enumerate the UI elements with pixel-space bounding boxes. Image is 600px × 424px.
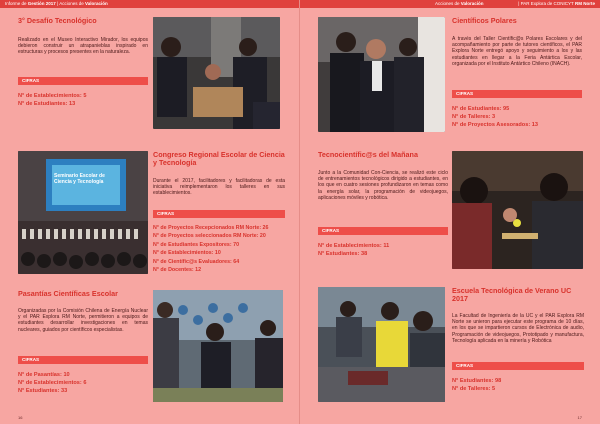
congreso-title: Congreso Regional Escolar de Ciencia y Tecnología xyxy=(153,150,285,167)
manana-body: Junto a la Comunidad Con-Ciencia, se realizó este ciclo de entrenamientos tecnológicos dirigido a estudiantes, en los que en cuatro sesiones profundizaron en temas como la energía solar, la programación de videojuegos, aplicaciones móviles y robótica. xyxy=(318,170,448,201)
polares-cifras-bar xyxy=(452,90,582,98)
desafio-title: 3° Desafío Tecnológico xyxy=(18,16,97,25)
header-separator: | xyxy=(518,1,520,6)
manana-photo xyxy=(452,151,583,269)
cifras-label: CIFRAS xyxy=(456,91,474,96)
polares-body: A través del Taller Científic@s Polares Escolares y del acompañamiento por parte de tutores científicos, el PAR Explora Norte entregó apoyo y seguimiento a los y las estudiantes en llegar a la Feria Antártica Escolar, organizada por el Instituto Antártico Chileno (INACH). xyxy=(452,36,582,67)
cifras-label: CIFRAS xyxy=(322,228,340,233)
manana-stats xyxy=(318,242,448,258)
pasantias-body: Organizadas por la Comisión Chilena de Energía Nuclear y el PAR Explora RM Norte, permitieron a equipos de estudiantes desarrollar investigaciones en temas nucleares, guiados por científicos especialistas. xyxy=(18,308,148,333)
page-number-right: 17 xyxy=(577,415,582,420)
header-group xyxy=(435,0,484,8)
polares-stats xyxy=(452,105,582,130)
screen-text: Seminario Escolar de Ciencia y Tecnología xyxy=(54,173,105,185)
verano-stats xyxy=(452,377,584,393)
cifras-label: CIFRAS xyxy=(22,357,40,362)
congreso-body: Durante el 2017, facilitadores y facilitadoras de esta iniciativa reimplementaron los talleres en sus establecimientos. xyxy=(153,178,285,197)
stat-line: N° de Proyectos seleccionados RM Norte: 20 xyxy=(153,233,266,240)
desafio-photo xyxy=(153,17,280,129)
desafio-stats xyxy=(18,92,148,108)
pasantias-title: Pasantías Científicas Escolar xyxy=(18,289,118,298)
header-right-label: PAR Explora de CONICYT xyxy=(520,1,574,6)
stat-line: N° Estudiantes: 33 xyxy=(18,388,68,395)
header-label: Informe de xyxy=(5,1,27,6)
congreso-stats xyxy=(153,224,293,274)
verano-title: Escuela Tecnológica de Verano UC 2017 xyxy=(452,286,572,303)
stat-line: N° de Establecimientos: 10 xyxy=(153,250,221,257)
cifras-label: CIFRAS xyxy=(22,78,40,83)
stat-line: N° de Científic@s Evaluadores: 64 xyxy=(153,258,240,265)
stat-line: N° de Pasantías: 10 xyxy=(18,372,70,378)
polares-photo xyxy=(318,17,445,132)
cifras-label: CIFRAS xyxy=(157,211,175,216)
header-section-bold: Valoración xyxy=(85,1,108,6)
manana-title: Tecnocientífic@s del Mañana xyxy=(318,150,418,159)
stat-line: N° de Talleres: 3 xyxy=(452,114,496,121)
congreso-photo xyxy=(18,151,148,274)
header-right-group xyxy=(518,0,595,8)
polares-title: Científicos Polares xyxy=(452,16,517,25)
stat-line: N° de Talleres: 5 xyxy=(452,386,496,393)
stat-line: N° Estudiantes: 98 xyxy=(452,378,502,384)
stat-line: N° Estudiantes: 38 xyxy=(318,251,368,258)
verano-cifras-bar xyxy=(452,362,584,370)
stat-line: N° de Establecimientos: 11 xyxy=(318,243,390,249)
stat-line: N° de Establecimientos: 5 xyxy=(18,93,87,99)
stat-line: N° de Establecimientos: 6 xyxy=(18,380,87,387)
desafio-cifras-bar xyxy=(18,77,148,85)
header-bold: Valoración xyxy=(460,1,484,6)
stat-line: N° de Proyectos Asesorados: 13 xyxy=(452,122,538,129)
verano-photo xyxy=(318,287,445,402)
header-label: Acciones de xyxy=(435,1,460,6)
stat-line: N° de Docentes: 12 xyxy=(153,267,202,274)
manana-cifras-bar xyxy=(318,227,448,235)
stat-line: N° de Estudiantes Expositores: 70 xyxy=(153,241,240,248)
page-number-left: 16 xyxy=(18,415,23,420)
congreso-cifras-bar xyxy=(153,210,285,218)
header-bold: Gestión 2017 xyxy=(27,1,56,6)
pasantias-stats xyxy=(18,371,148,396)
right-page xyxy=(300,0,600,424)
stat-line: N° de Proyectos Recepcionados RM Norte: 26 xyxy=(153,225,269,231)
header-right-bold: RM Norte xyxy=(575,1,595,6)
cifras-label: CIFRAS xyxy=(456,363,474,368)
header-section-label: Acciones de xyxy=(59,1,84,6)
stat-line: N° de Estudiantes: 13 xyxy=(18,101,76,108)
right-page-header xyxy=(300,0,600,8)
pasantias-photo xyxy=(153,290,283,402)
verano-body: La Facultad de Ingeniería de la UC y el PAR Explora RM Norte se unieron para ejecutar este programa de 10 días, en los que se impartieron cursos de Electrónica de audio, Programación de videojuegos, Prototipado y manufactura, Tecnología aplicada en la minería y Robótica xyxy=(452,313,584,344)
stat-line: N° de Estudiantes: 95 xyxy=(452,106,510,112)
header-separator: | xyxy=(57,1,59,6)
pasantias-cifras-bar xyxy=(18,356,148,364)
left-page-header xyxy=(0,0,300,8)
desafio-body: Realizado en el Museo Interactivo Mirador, los equipos debieron construir un atrapanieblas inspirado en estructuras y procesos presentes en la naturaleza. xyxy=(18,37,148,56)
